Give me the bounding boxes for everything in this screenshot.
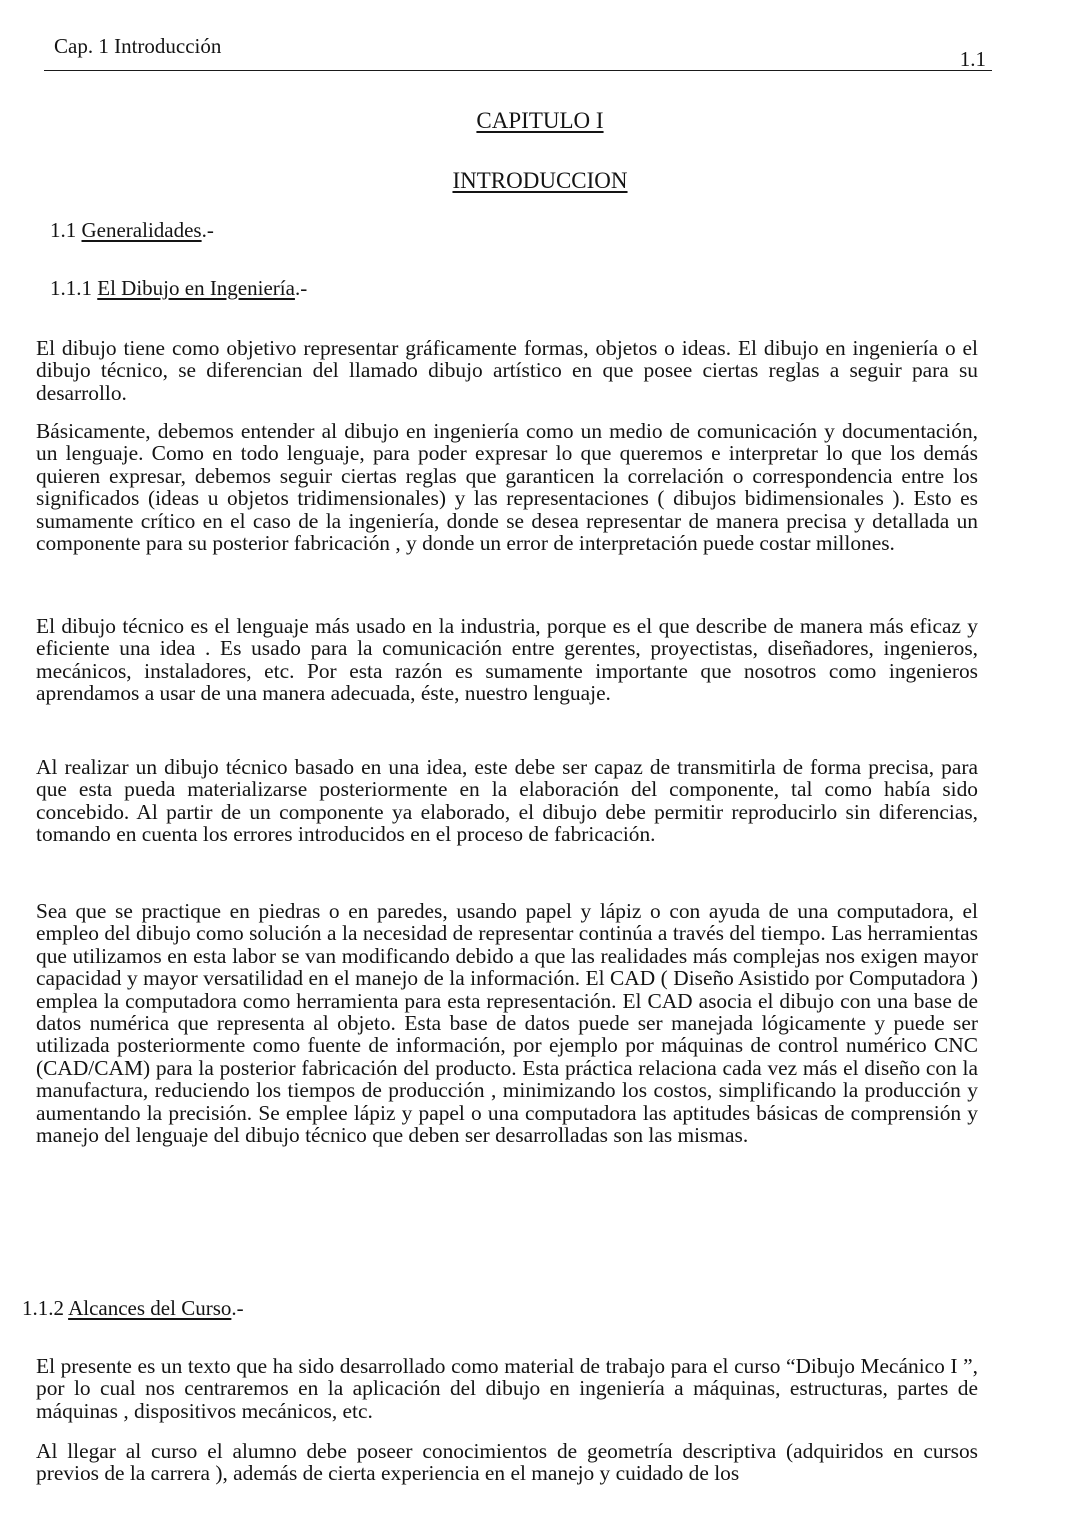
- paragraph: El presente es un texto que ha sido desarrollado como material de trabajo para el curso “Dibujo Mecánico I ”, por lo cual nos centraremos en la aplicación del dibujo en ingeniería a máquinas, estructuras, partes de máquinas , dispositivos mecánicos, etc.: [36, 1354, 978, 1423]
- section-heading-1-1-2: [22, 1296, 244, 1321]
- page-number: 1.1: [959, 47, 986, 71]
- section-heading-1-1: [50, 218, 214, 243]
- section-number: 1.1.2: [22, 1296, 64, 1320]
- section-suffix: .-: [231, 1296, 244, 1320]
- paragraph: Al llegar al curso el alumno debe poseer conocimientos de geometría descriptiva (adquiridos en cursos previos de la carrera ), además de cierta experiencia en el manejo y cuidado de los: [36, 1439, 978, 1486]
- section-suffix: .-: [294, 276, 308, 300]
- section-number: 1.1.1: [50, 276, 92, 300]
- section-title: Alcances del Curso: [68, 1296, 232, 1320]
- running-header: [44, 30, 992, 71]
- section-title: Generalidades: [81, 218, 202, 242]
- paragraph: Al realizar un dibujo técnico basado en una idea, este debe ser capaz de transmitirla de forma precisa, para que esta pueda materializarse posteriormente en la elaboración del componente, tal como había sido concebido. Al partir de un componente ya elaborado, el dibujo debe permitir reproducirlo sin diferencias, tomando en cuenta los errores introducidos en el proceso de fabricación.: [36, 755, 978, 847]
- section-heading-1-1-1: [50, 276, 307, 301]
- section-suffix: .-: [201, 218, 214, 242]
- section-number: 1.1: [50, 218, 77, 242]
- paragraph: Básicamente, debemos entender al dibujo en ingeniería como un medio de comunicación y documentación, un lenguaje. Como en todo lenguaje, para poder expresar lo que queremos e interpretar lo que los demás quieren expresar, debemos seguir ciertas reglas que garanticen la correlación o correspondencia entre los significados (ideas u objetos tridimensionales) y las representaciones ( dibujos bidimensionales ). Esto es sumamente crítico en el caso de la ingeniería, donde se desea representar de manera precisa y detallada un componente para su posterior fabricación , y donde un error de interpretación puede costar millones.: [36, 419, 978, 556]
- paragraph: El dibujo técnico es el lenguaje más usado en la industria, porque es el que describe de manera más eficaz y eficiente una idea . Es usado para la comunicación entre gerentes, proyectistas, diseñadores, ingenieros, mecánicos, instaladores, etc. Por esta razón es sumamente importante que nosotros como ingenieros aprendamos a usar de una manera adecuada, éste, nuestro lenguaje.: [36, 614, 978, 706]
- chapter-title: INTRODUCCION: [452, 168, 628, 193]
- paragraph: El dibujo tiene como objetivo representar gráficamente formas, objetos o ideas. El dibujo en ingeniería o el dibujo técnico, se diferencian del llamado dibujo artístico en que posee ciertas reglas a seguir para su desarrollo.: [36, 336, 978, 405]
- section-title: El Dibujo en Ingeniería: [97, 276, 295, 300]
- paragraph: Sea que se practique en piedras o en paredes, usando papel y lápiz o con ayuda de una computadora, el empleo del dibujo como solución a la necesidad de representar continúa a través del tiempo. Las herramientas que utilizamos en esta labor se van modificando debido a que las realidades más complejas nos exigen mayor capacidad y mayor versatilidad en el manejo de la información. El CAD ( Diseño Asistido por Computadora ) emplea la computadora como herramienta para esta representación. El CAD asocia el dibujo con una base de datos numérica que representa al objeto. Esta base de datos puede ser manejada lógicamente y puede ser utilizada posteriormente como fuente de información, por ejemplo por máquinas de control numérico CNC (CAD/CAM) para la posterior fabricación del producto. Esta práctica relaciona cada vez más el diseño con la manufactura, reduciendo los tiempos de producción , minimizando los costos, simplificando la producción y aumentando la precisión. Se emplee lápiz y papel o una computadora las aptitudes básicas de comprensión y manejo del lenguaje del dibujo técnico que deben ser desarrolladas son las mismas.: [36, 899, 978, 1148]
- chapter-label: CAPITULO I: [476, 108, 604, 133]
- running-header-chapter: Cap. 1 Introducción: [54, 34, 222, 58]
